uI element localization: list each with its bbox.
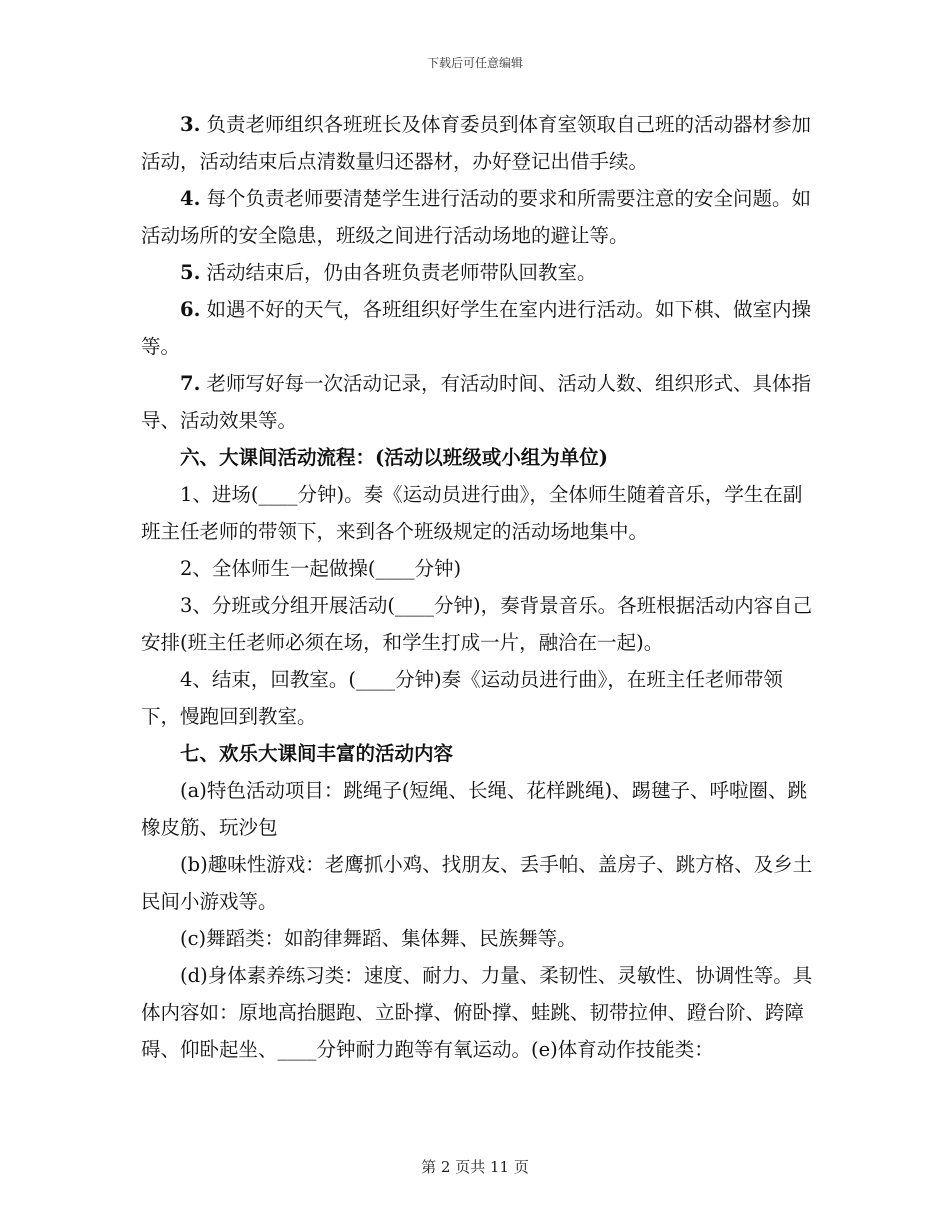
flow-step-3: 3、分班或分组开展活动(____分钟)，奏背景音乐。各班根据活动内容自己安排(班主任老师必须在场，和学生打成一片，融洽在一起)。: [141, 594, 813, 654]
section-heading-6: 六、大课间活动流程：(活动以班级或小组为单位): [180, 446, 608, 469]
item-number: 5.: [180, 261, 201, 284]
item-number: 6.: [180, 298, 201, 321]
paragraph-text: 如遇不好的天气，各班组织好学生在室内进行活动。如下棋、做室内操等。: [141, 298, 812, 358]
document-body: [141, 106, 821, 1068]
paragraph-text: 每个负责老师要清楚学生进行活动的要求和所需要注意的安全问题。如活动场所的安全隐患，班级之间进行活动场地的避让等。: [141, 187, 812, 247]
paragraph-text: 活动结束后，仍由各班负责老师带队回教室。: [200, 261, 597, 284]
paragraph-item-5: [141, 254, 821, 291]
paragraph-item-3: [141, 106, 821, 180]
flow-step-2: 2、全体师生一起做操(____分钟): [180, 557, 462, 580]
page-footer: 第 2 页共 11 页: [421, 1158, 529, 1176]
paragraph-item-7: [141, 365, 821, 439]
activity-item-c: (c)舞蹈类：如韵律舞蹈、集体舞、民族舞等。: [180, 927, 577, 950]
item-number: 3.: [180, 113, 201, 136]
flow-step-4: 4、结束，回教室。(____分钟)奏《运动员进行曲》，在班主任老师带领下，慢跑回到教室。: [141, 668, 783, 728]
activity-item-a: (a)特色活动项目：跳绳子(短绳、长绳、花样跳绳)、踢毽子、呼啦圈、跳橡皮筋、玩沙包: [141, 779, 808, 839]
paragraph-item-4: [141, 180, 821, 254]
paragraph-text: 负责老师组织各班班长及体育委员到体育室领取自己班的活动器材参加活动，活动结束后点清数量归还器材，办好登记出借手续。: [141, 113, 812, 173]
section-heading-7: 七、欢乐大课间丰富的活动内容: [180, 742, 454, 765]
flow-step-1: 1、进场(____分钟)。奏《运动员进行曲》，全体师生随着音乐，学生在副班主任老师的带领下，来到各个班级规定的活动场地集中。: [141, 483, 803, 543]
paragraph-text: 老师写好每一次活动记录，有活动时间、活动人数、组织形式、具体指导、活动效果等。: [141, 372, 812, 432]
activity-item-d: (d)身体素养练习类：速度、耐力、力量、柔韧性、灵敏性、协调性等。具体内容如：原地高抬腿跑、立卧撑、俯卧撑、蛙跳、韧带拉伸、蹬台阶、跨障碍、仰卧起坐、____分钟耐力跑等有氧运动。(e)体育动作技能类：: [141, 964, 813, 1061]
item-number: 7.: [180, 372, 201, 395]
item-number: 4.: [180, 187, 201, 210]
page-header: 下载后可任意编辑: [426, 56, 523, 70]
activity-item-b: (b)趣味性游戏：老鹰抓小鸡、找朋友、丢手帕、盖房子、跳方格、及乡土民间小游戏等。: [141, 853, 813, 913]
paragraph-item-6: [141, 291, 821, 365]
